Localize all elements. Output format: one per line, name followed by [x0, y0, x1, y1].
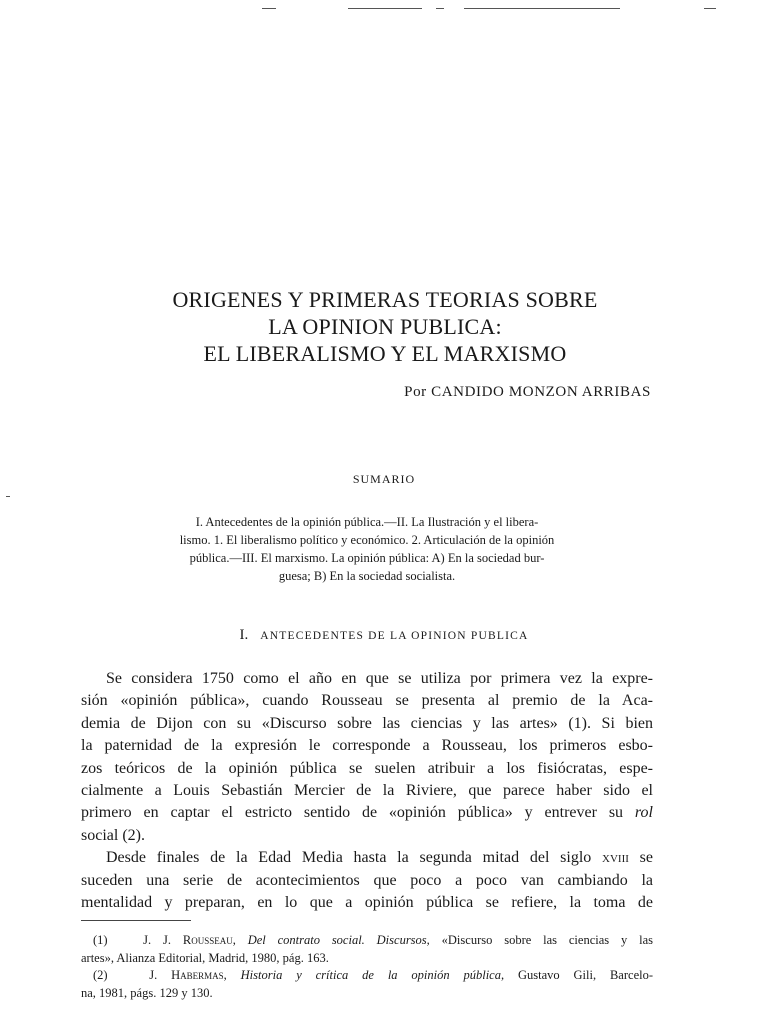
- scan-mark: [6, 496, 10, 497]
- header-rule: [348, 8, 422, 9]
- header-rule: [704, 8, 716, 9]
- body-text: [81, 668, 653, 914]
- title-line: LA OPINION PUBLICA:: [268, 314, 502, 339]
- footnote-separator: ,: [223, 968, 241, 982]
- section-number: I.: [239, 627, 249, 643]
- sumario-line: pública.—III. El marxismo. La opinión pública: A) En la sociedad bur-: [189, 551, 545, 565]
- footnote-line: [81, 967, 653, 985]
- footnotes: [81, 932, 653, 1002]
- sumario-heading: SUMARIO: [352, 472, 416, 486]
- sumario-line: I. Antecedentes de la opinión pública.—II. La Ilustración y el libera-: [195, 515, 539, 529]
- footnote-text: Gustavo Gili, Barcelo-: [504, 968, 654, 982]
- header-rule: [262, 8, 276, 9]
- body-line: social (2).: [81, 826, 145, 844]
- title-line: EL LIBERALISMO Y EL MARXISMO: [203, 341, 567, 366]
- footnote-author-initials: J. J.: [143, 933, 183, 947]
- header-rule: [436, 8, 444, 9]
- footnote-author-initials: J.: [149, 968, 172, 982]
- sumario-body: [120, 513, 614, 585]
- header-rule: [464, 8, 620, 9]
- footnote-author: Rousseau: [182, 933, 233, 947]
- title-line: ORIGENES Y PRIMERAS TEORIAS SOBRE: [172, 287, 598, 312]
- footnote-rule: [81, 920, 191, 921]
- body-line: zos teóricos de la opinión pública se suelen atribuir a los fisiócratas, espe-: [81, 759, 653, 777]
- footnote-line: na, 1981, págs. 129 y 130.: [81, 985, 213, 1000]
- footnote-title: Historia y crítica de la opinión pública,: [240, 968, 505, 982]
- body-text-span: Desde finales de la Edad Media hasta la segunda mitad del siglo: [106, 849, 603, 867]
- italic-term: rol: [634, 804, 653, 822]
- body-text-span: se: [628, 849, 654, 867]
- body-line: Se considera 1750 como el año en que se utiliza por primera vez la expre-: [106, 670, 653, 687]
- body-line: [81, 847, 653, 869]
- body-line: cialmente a Louis Sebastián Mercier de la Riviere, que parece haber sido el: [81, 782, 653, 800]
- article-title: [100, 286, 670, 367]
- footnote-author: Habermas: [171, 968, 224, 982]
- sumario-line: guesa; B) En la sociedad socialista.: [278, 569, 456, 583]
- body-line: sión «opinión pública», cuando Rousseau se presenta al premio de la Aca-: [81, 692, 653, 710]
- body-line: [81, 802, 653, 824]
- body-line: demia de Dijon con su «Discurso sobre las ciencias y las artes» (1). Si bien: [81, 714, 653, 732]
- section-title: ANTECEDENTES DE LA OPINION PUBLICA: [260, 630, 529, 642]
- footnote-line: (1) J. J. Rousseau, Del contrato social. Discursos, «Discurso sobre las ciencias y las: [93, 933, 653, 947]
- section-heading: [0, 627, 768, 644]
- footnote-text: «Discurso sobre las ciencias y las: [429, 933, 653, 947]
- footnote-marker: (1): [93, 933, 108, 947]
- century-numeral: xviii: [602, 849, 629, 867]
- author-byline: Por CANDIDO MONZON ARRIBAS: [404, 384, 651, 400]
- sumario-line: lismo. 1. El liberalismo político y económico. 2. Articulación de la opinión: [179, 533, 555, 547]
- footnote-title: Del contrato social. Discursos,: [247, 933, 430, 947]
- body-text-span: primero en captar el estricto sentido de «opinión pública» y entrever su: [81, 804, 635, 822]
- body-line: suceden una serie de acontecimientos que poco a poco van cambiando la: [81, 871, 653, 889]
- body-line: la paternidad de la expresión le corresponde a Rousseau, los primeros esbo-: [81, 737, 653, 755]
- body-line: mentalidad y preparan, en lo que a opinión pública se refiere, la toma de: [81, 894, 653, 912]
- footnote-line: artes», Alianza Editorial, Madrid, 1980, pág. 163.: [81, 950, 329, 965]
- footnote-marker: (2): [93, 968, 108, 982]
